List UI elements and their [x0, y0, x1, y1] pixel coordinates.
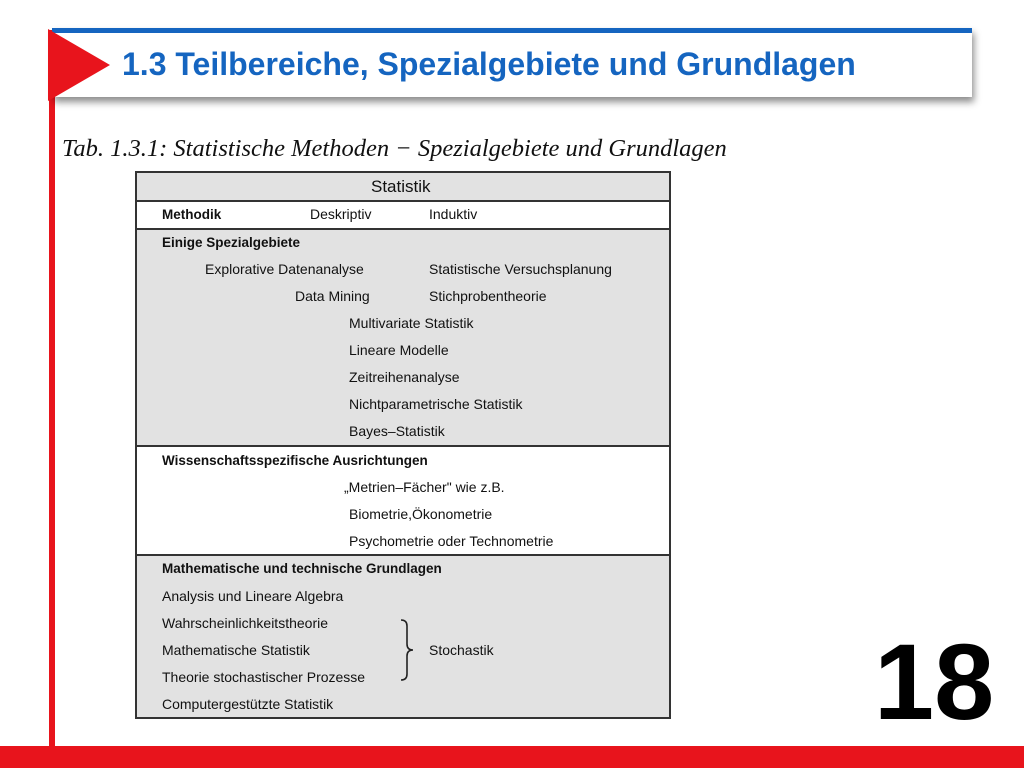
list-item: „Metrien–Fächer" wie z.B. — [344, 479, 505, 495]
list-item: Multivariate Statistik — [349, 315, 474, 331]
list-item: Mathematische Statistik — [162, 642, 310, 658]
list-item: Wahrscheinlichkeitstheorie — [162, 615, 328, 631]
curly-brace-icon — [398, 618, 420, 682]
bottom-red-bar — [0, 746, 1024, 768]
methodik-row — [137, 202, 669, 228]
red-arrow-icon — [48, 29, 114, 101]
list-item: Theorie stochastischer Prozesse — [162, 669, 366, 685]
table-heading: Statistik — [371, 177, 431, 196]
list-item: Psychometrie oder Technometrie — [349, 533, 554, 549]
list-item: Explorative Datenanalyse — [205, 261, 364, 277]
table-caption: Tab. 1.3.1: Statistische Methoden − Spezialgebiete und Grundlagen — [62, 135, 727, 162]
wissenschaft-section — [137, 447, 669, 554]
spezialgebiete-section — [137, 230, 669, 445]
slide-number: 18 — [874, 621, 995, 742]
page-title: 1.3 Teilbereiche, Spezialgebiete und Grundlagen — [122, 46, 856, 82]
list-item: Lineare Modelle — [349, 342, 449, 358]
list-item: Nichtparametrische Statistik — [349, 396, 523, 412]
methodik-descriptive: Deskriptiv — [310, 206, 372, 222]
left-red-bar — [49, 30, 55, 746]
grundlagen-heading: Mathematische und technische Grundlagen — [162, 561, 442, 576]
title-banner — [52, 28, 972, 97]
list-item: Analysis und Lineare Algebra — [162, 588, 344, 604]
list-item: Computergestützte Statistik — [162, 696, 334, 712]
wissenschaft-heading: Wissenschaftsspezifische Ausrichtungen — [162, 453, 428, 468]
table-header-row — [137, 173, 669, 200]
list-item: Zeitreihenanalyse — [349, 369, 460, 385]
list-item: Data Mining — [295, 288, 370, 304]
methodik-inductive: Induktiv — [429, 206, 478, 222]
list-item: Stichprobentheorie — [429, 288, 547, 304]
methodik-label: Methodik — [162, 207, 222, 222]
list-item: Biometrie,Ökonometrie — [349, 506, 493, 522]
list-item: Bayes–Statistik — [349, 423, 445, 439]
list-item: Statistische Versuchsplanung — [429, 261, 612, 277]
spezialgebiete-heading: Einige Spezialgebiete — [162, 235, 301, 250]
stochastik-label: Stochastik — [429, 642, 494, 658]
